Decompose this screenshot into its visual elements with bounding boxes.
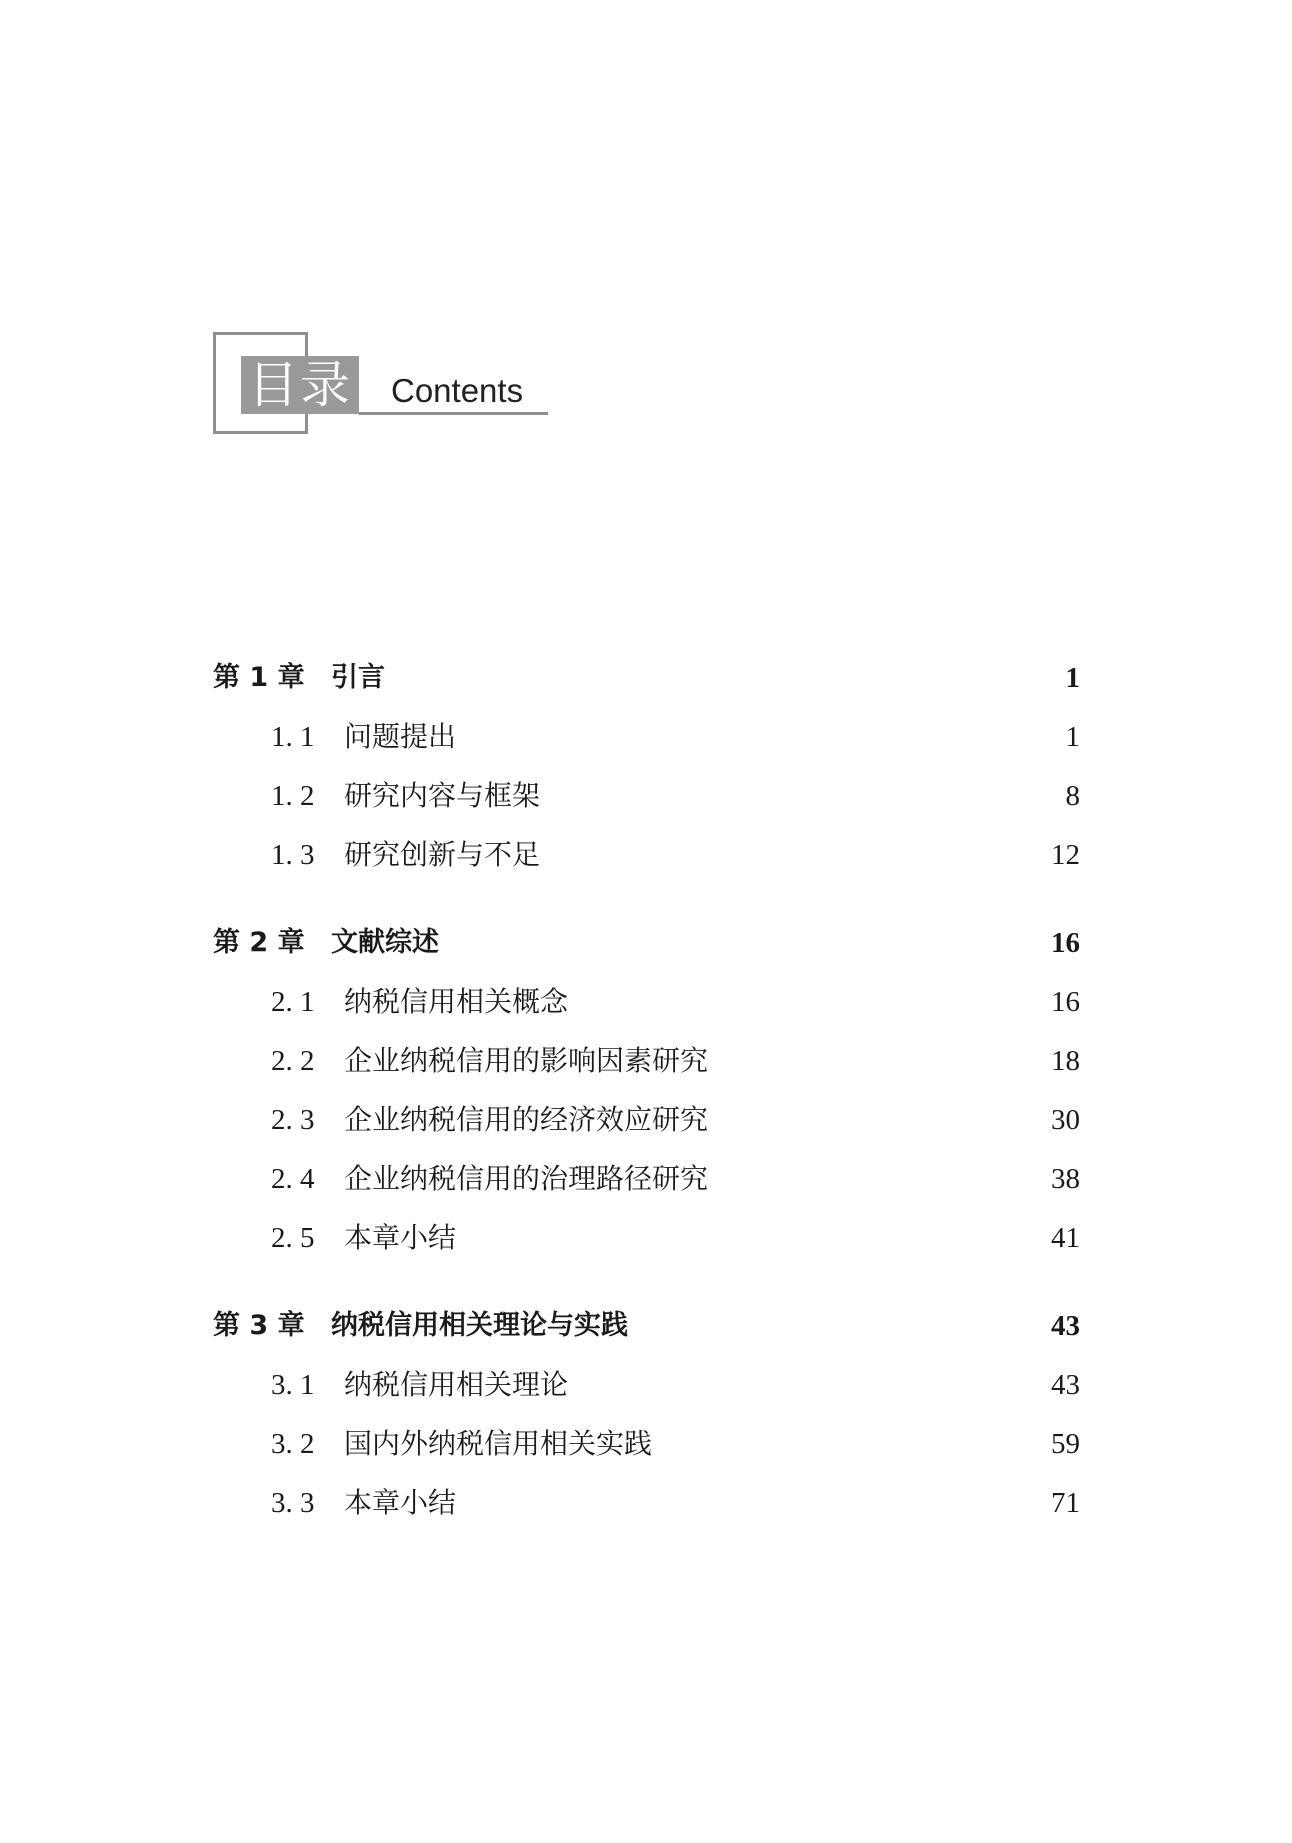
page-number: 59 xyxy=(1051,1428,1080,1460)
section-title: 问题提出 xyxy=(344,720,457,753)
toc-section-1-3[interactable] xyxy=(0,833,1292,877)
page-number: 18 xyxy=(1051,1045,1080,1077)
page-number: 8 xyxy=(1065,780,1080,812)
section-title: 本章小结 xyxy=(344,1486,457,1519)
page-title-cn: 目录 xyxy=(241,356,359,414)
page-number: 1 xyxy=(1065,721,1080,753)
section-title: 企业纳税信用的治理路径研究 xyxy=(344,1162,709,1195)
chapter-number: 第 3 章 xyxy=(213,1310,305,1341)
section-title: 纳税信用相关概念 xyxy=(344,985,569,1018)
toc-section-1-2[interactable] xyxy=(0,774,1292,818)
chapter-title: 文献综述 xyxy=(331,927,439,958)
page-title-en: Contents xyxy=(391,372,524,409)
title-underline-decoration xyxy=(359,412,548,415)
toc-section-2-5[interactable] xyxy=(0,1216,1292,1260)
section-title: 研究创新与不足 xyxy=(344,838,541,871)
section-number: 2. 3 xyxy=(271,1104,315,1136)
toc-chapter-2[interactable] xyxy=(0,921,1292,965)
section-title: 纳税信用相关理论 xyxy=(344,1368,569,1401)
toc-section-2-1[interactable] xyxy=(0,980,1292,1024)
section-number: 2. 4 xyxy=(271,1163,315,1195)
toc-chapter-3[interactable] xyxy=(0,1304,1292,1348)
chapter-title: 引言 xyxy=(331,662,385,693)
section-title: 国内外纳税信用相关实践 xyxy=(344,1427,653,1460)
section-title: 本章小结 xyxy=(344,1221,457,1254)
page-number: 71 xyxy=(1051,1487,1080,1519)
section-number: 1. 1 xyxy=(271,721,315,753)
section-number: 2. 2 xyxy=(271,1045,315,1077)
page-number: 43 xyxy=(1051,1369,1080,1401)
section-number: 2. 5 xyxy=(271,1222,315,1254)
section-number: 3. 3 xyxy=(271,1487,315,1519)
page-number: 41 xyxy=(1051,1222,1080,1254)
page-number: 43 xyxy=(1051,1310,1080,1342)
chapter-title: 纳税信用相关理论与实践 xyxy=(331,1310,628,1341)
toc-section-3-1[interactable] xyxy=(0,1363,1292,1407)
section-number: 2. 1 xyxy=(271,986,315,1018)
chapter-number: 第 2 章 xyxy=(213,927,305,958)
page-number: 16 xyxy=(1051,927,1080,959)
toc-section-2-4[interactable] xyxy=(0,1157,1292,1201)
page-number: 16 xyxy=(1051,986,1080,1018)
section-number: 1. 2 xyxy=(271,780,315,812)
toc-chapter-1[interactable] xyxy=(0,656,1292,700)
section-title: 企业纳税信用的经济效应研究 xyxy=(344,1103,709,1136)
section-number: 3. 2 xyxy=(271,1428,315,1460)
page-number: 30 xyxy=(1051,1104,1080,1136)
section-title: 企业纳税信用的影响因素研究 xyxy=(344,1044,709,1077)
section-title: 研究内容与框架 xyxy=(344,779,541,812)
toc-section-3-3[interactable] xyxy=(0,1481,1292,1525)
toc-section-2-3[interactable] xyxy=(0,1098,1292,1142)
toc-section-1-1[interactable] xyxy=(0,715,1292,759)
toc-header xyxy=(0,0,1292,480)
page-number: 12 xyxy=(1051,839,1080,871)
page-number: 1 xyxy=(1065,662,1080,694)
section-number: 1. 3 xyxy=(271,839,315,871)
page-number: 38 xyxy=(1051,1163,1080,1195)
toc-section-2-2[interactable] xyxy=(0,1039,1292,1083)
toc-section-3-2[interactable] xyxy=(0,1422,1292,1466)
chapter-number: 第 1 章 xyxy=(213,662,305,693)
section-number: 3. 1 xyxy=(271,1369,315,1401)
